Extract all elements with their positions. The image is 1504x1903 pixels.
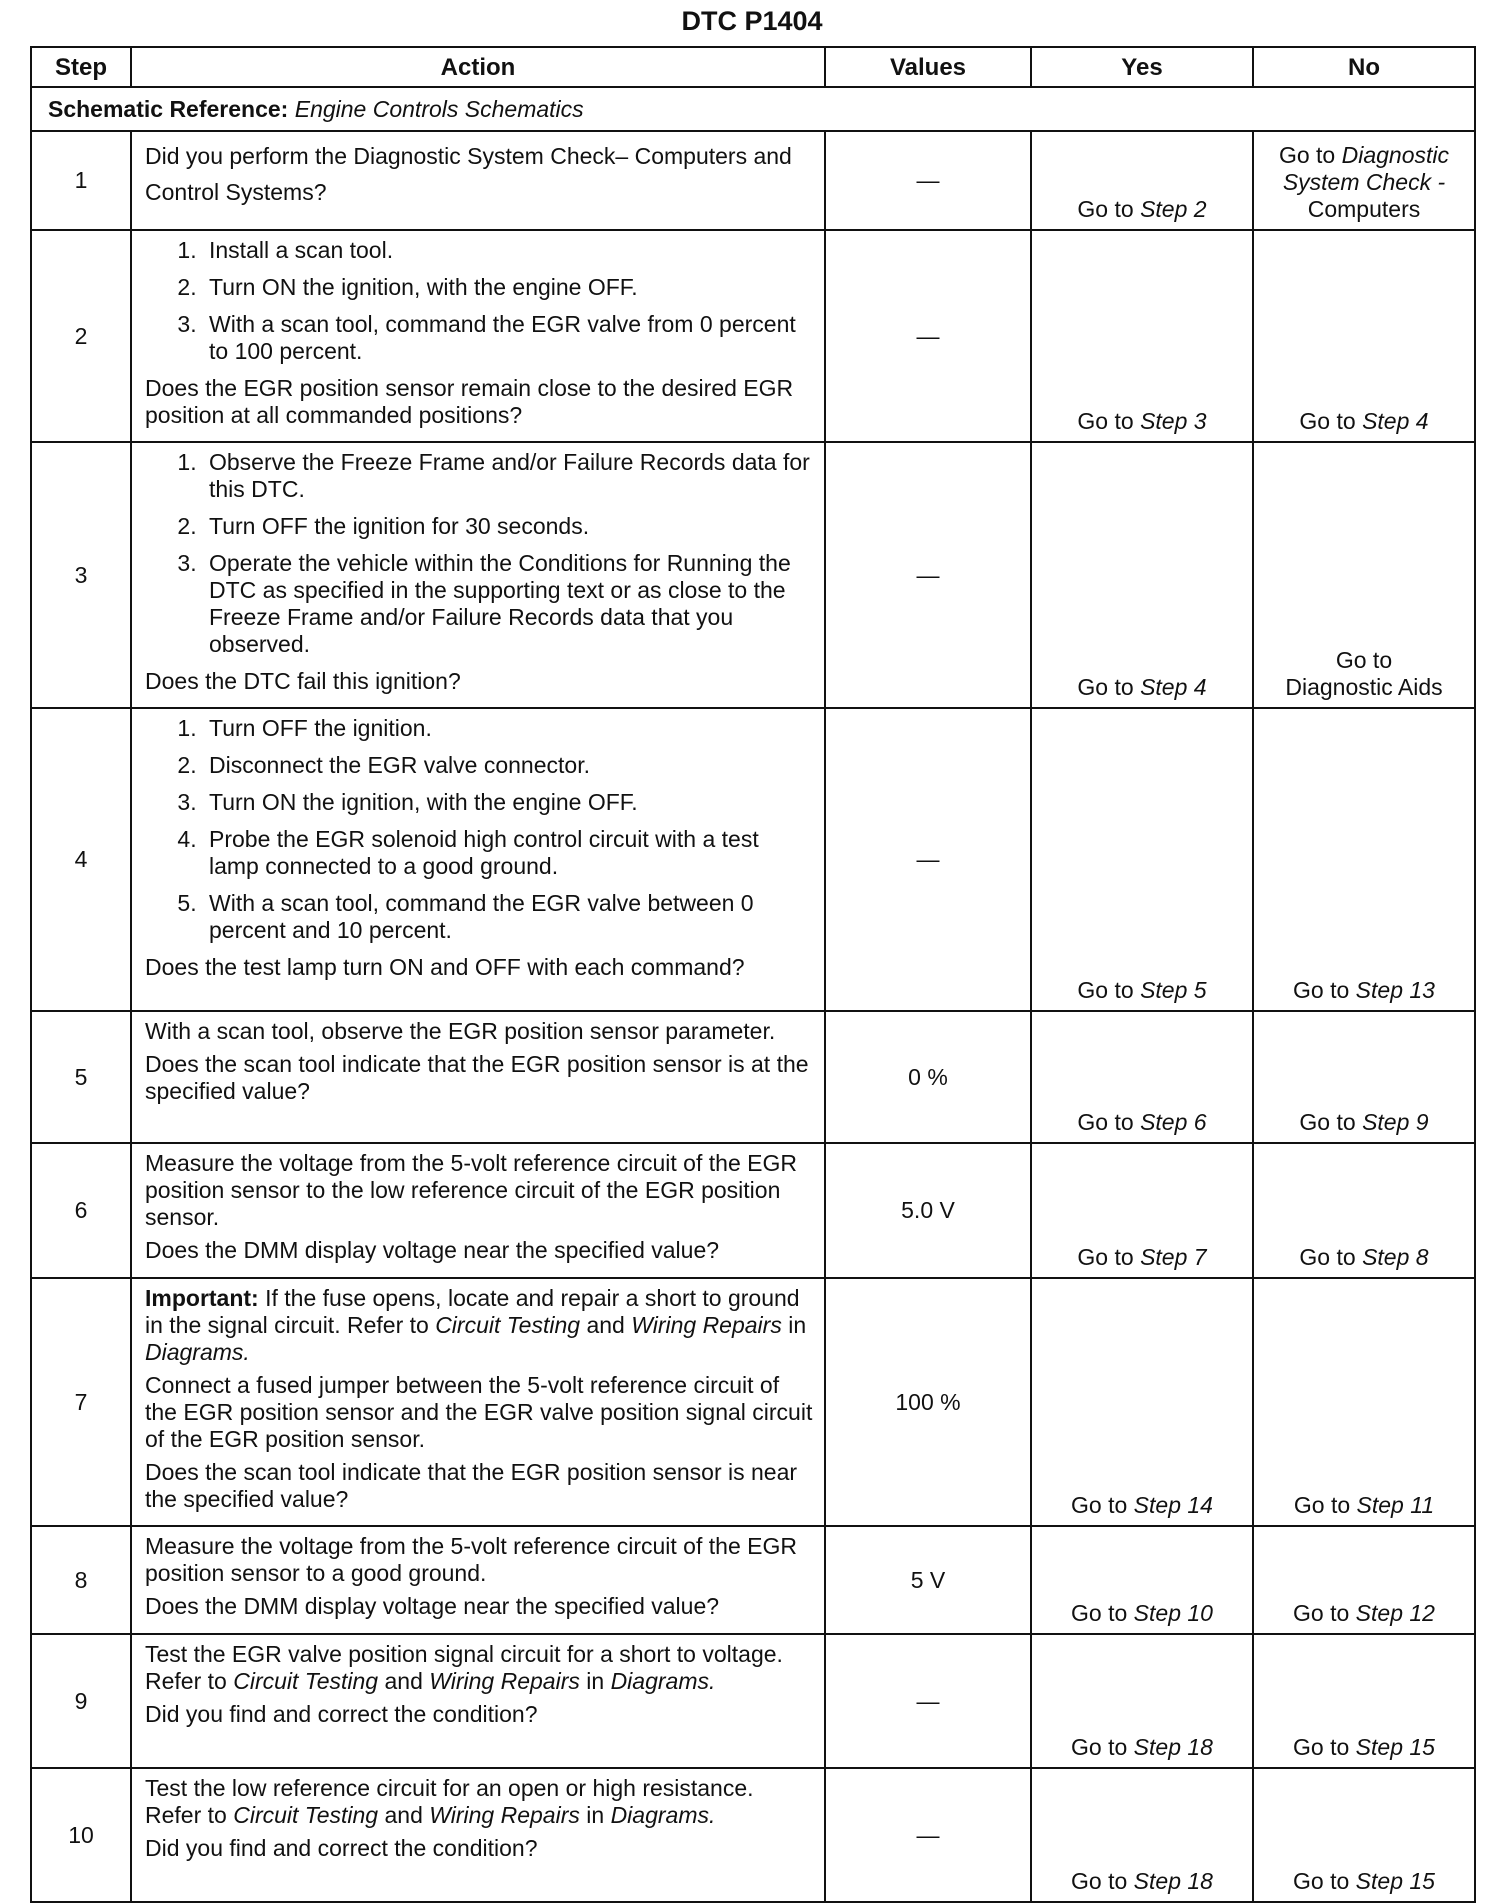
ref-link[interactable]: Circuit Testing <box>435 1312 581 1338</box>
action-item: 1. Observe the Freeze Frame and/or Failure Records data for this DTC. <box>203 449 814 503</box>
action-text: Measure the voltage from the 5-volt reference circuit of the EGR position sensor to a good ground. <box>145 1533 797 1586</box>
yes-cell: Go to Step 18 <box>1031 1768 1253 1902</box>
value-cell: — <box>825 1768 1031 1902</box>
diagnostic-table <box>30 46 1476 1903</box>
action-cell <box>131 1768 825 1902</box>
no-link[interactable]: Step 11 <box>1356 1492 1435 1518</box>
schematic-row <box>31 87 1475 131</box>
action-question: Does the DMM display voltage near the specified value? <box>145 1593 720 1619</box>
no-link[interactable]: Step 15 <box>1355 1868 1435 1894</box>
schematic-reference <box>31 87 1475 131</box>
no-link[interactable]: Step 9 <box>1362 1109 1429 1135</box>
ref-link[interactable]: Wiring Repairs <box>631 1312 782 1338</box>
header-step: Step <box>31 47 131 87</box>
action-item: 4. Probe the EGR solenoid high control circuit with a test lamp connected to a good ground. <box>203 826 814 880</box>
page-title: DTC P1404 <box>681 6 823 36</box>
yes-cell: Go to Step 18 <box>1031 1634 1253 1768</box>
action-cell <box>131 1011 825 1143</box>
ref-link[interactable]: Wiring Repairs <box>429 1668 580 1694</box>
table-row <box>31 131 1475 230</box>
yes-link[interactable]: Step 3 <box>1140 408 1207 434</box>
no-link[interactable]: Step 4 <box>1362 408 1429 434</box>
table-row <box>31 1768 1475 1902</box>
action-cell <box>131 708 825 1011</box>
step-number: 9 <box>31 1634 131 1768</box>
action-question: Does the EGR position sensor remain close to the desired EGR position at all commanded positions? <box>145 375 794 428</box>
action-question: Does the scan tool indicate that the EGR position sensor is at the specified value? <box>145 1051 809 1104</box>
no-cell: Go to Diagnostic Aids <box>1253 442 1475 708</box>
action-text: Test the low reference circuit for an open or high resistance. Refer to Circuit Testing and Wiring Repairs in Diagrams. <box>145 1775 754 1828</box>
no-link[interactable]: Step 8 <box>1362 1244 1429 1270</box>
yes-cell: Go to Step 5 <box>1031 708 1253 1011</box>
action-item: 2. Disconnect the EGR valve connector. <box>203 752 814 779</box>
step-number: 5 <box>31 1011 131 1143</box>
step-number: 7 <box>31 1278 131 1526</box>
header-values: Values <box>825 47 1031 87</box>
yes-link[interactable]: Step 4 <box>1140 674 1207 700</box>
step-number: 3 <box>31 442 131 708</box>
ref-link[interactable]: Circuit Testing <box>233 1802 379 1828</box>
no-link[interactable]: Step 13 <box>1355 977 1435 1003</box>
ref-link[interactable]: Diagrams. <box>610 1802 716 1828</box>
step-number: 1 <box>31 131 131 230</box>
no-link[interactable]: Diagnostic Aids <box>1285 674 1443 700</box>
schematic-link[interactable]: Engine Controls Schematics <box>294 95 584 122</box>
yes-link[interactable]: Step 7 <box>1140 1244 1207 1270</box>
action-item: 2. Turn OFF the ignition for 30 seconds. <box>203 513 814 540</box>
no-cell: Go to Step 11 <box>1253 1278 1475 1526</box>
action-item: 1. Install a scan tool. <box>203 237 814 264</box>
action-question: Does the DMM display voltage near the specified value? <box>145 1237 720 1263</box>
ref-link[interactable]: Wiring Repairs <box>429 1802 580 1828</box>
table-row <box>31 1526 1475 1634</box>
yes-link[interactable]: Step 6 <box>1140 1109 1207 1135</box>
table-row <box>31 1143 1475 1278</box>
action-question: Did you find and correct the condition? <box>145 1835 538 1861</box>
no-cell: Go to Step 15 <box>1253 1634 1475 1768</box>
action-item: 1. Turn OFF the ignition. <box>203 715 814 742</box>
ref-link[interactable]: Circuit Testing <box>233 1668 379 1694</box>
value-cell: — <box>825 708 1031 1011</box>
action-item: 5. With a scan tool, command the EGR valve between 0 percent and 10 percent. <box>203 890 814 944</box>
table-row <box>31 230 1475 442</box>
table-row <box>31 1634 1475 1768</box>
yes-cell: Go to Step 3 <box>1031 230 1253 442</box>
header-row <box>31 47 1475 87</box>
value-cell: 5.0 V <box>825 1143 1031 1278</box>
important-note: Important: If the fuse opens, locate and repair a short to ground in the signal circuit. Refer to Circuit Testing and Wiring Repairs in Diagrams. <box>145 1285 807 1365</box>
action-text: With a scan tool, observe the EGR position sensor parameter. <box>145 1018 776 1044</box>
action-question: Did you find and correct the condition? <box>145 1701 538 1727</box>
value-cell: — <box>825 442 1031 708</box>
header-no: No <box>1253 47 1475 87</box>
action-cell <box>131 230 825 442</box>
action-list <box>145 237 814 365</box>
no-cell: Go to Step 12 <box>1253 1526 1475 1634</box>
table-row <box>31 708 1475 1011</box>
value-cell: 5 V <box>825 1526 1031 1634</box>
yes-cell: Go to Step 10 <box>1031 1526 1253 1634</box>
action-item: 3. Turn ON the ignition, with the engine OFF. <box>203 789 814 816</box>
action-list <box>145 449 814 658</box>
yes-cell: Go to Step 6 <box>1031 1011 1253 1143</box>
yes-link[interactable]: Step 18 <box>1133 1734 1213 1760</box>
action-cell <box>131 442 825 708</box>
action-cell <box>131 1634 825 1768</box>
yes-link[interactable]: Step 14 <box>1133 1492 1213 1518</box>
action-cell <box>131 1143 825 1278</box>
action-list <box>145 715 814 944</box>
no-cell: Go to Step 9 <box>1253 1011 1475 1143</box>
no-link[interactable]: Step 15 <box>1355 1734 1435 1760</box>
value-cell: 100 % <box>825 1278 1031 1526</box>
no-link[interactable]: Step 12 <box>1355 1600 1435 1626</box>
action-text: Connect a fused jumper between the 5-volt reference circuit of the EGR position sensor and the EGR valve position signal circuit of the EGR position sensor. <box>145 1372 813 1452</box>
yes-link[interactable]: Step 2 <box>1140 196 1207 222</box>
action-cell <box>131 1278 825 1526</box>
table-row <box>31 442 1475 708</box>
yes-cell: Go to Step 7 <box>1031 1143 1253 1278</box>
action-cell <box>131 1526 825 1634</box>
table-row <box>31 1278 1475 1526</box>
action-question: Does the test lamp turn ON and OFF with each command? <box>145 954 745 980</box>
value-cell: — <box>825 1634 1031 1768</box>
no-cell: Go to Step 15 <box>1253 1768 1475 1902</box>
table-row <box>31 1011 1475 1143</box>
yes-link[interactable]: Step 18 <box>1133 1868 1213 1894</box>
step-number: 10 <box>31 1768 131 1902</box>
value-cell: 0 % <box>825 1011 1031 1143</box>
step-number: 2 <box>31 230 131 442</box>
no-cell: Go to Step 13 <box>1253 708 1475 1011</box>
ref-link[interactable]: Diagrams. <box>145 1339 250 1365</box>
header-yes: Yes <box>1031 47 1253 87</box>
yes-cell: Go to Step 14 <box>1031 1278 1253 1526</box>
action-item: 3. Operate the vehicle within the Conditions for Running the DTC as specified in the supporting text or as close to the Freeze Frame and/or Failure Records data that you observed. <box>203 550 814 658</box>
action-text: Did you perform the Diagnostic System Check– Computers and Control Systems? <box>145 143 792 205</box>
step-number: 4 <box>31 708 131 1011</box>
action-text: Measure the voltage from the 5-volt reference circuit of the EGR position sensor to the low reference circuit of the EGR position sensor. <box>145 1150 797 1230</box>
action-item: 3. With a scan tool, command the EGR valve from 0 percent to 100 percent. <box>203 311 814 365</box>
header-action: Action <box>131 47 825 87</box>
yes-link[interactable]: Step 5 <box>1140 977 1207 1003</box>
value-cell: — <box>825 230 1031 442</box>
action-question: Does the scan tool indicate that the EGR position sensor is near the specified value? <box>145 1459 798 1512</box>
yes-cell: Go to Step 2 <box>1031 131 1253 230</box>
step-number: 8 <box>31 1526 131 1634</box>
action-item: 2. Turn ON the ignition, with the engine OFF. <box>203 274 814 301</box>
no-cell: Go to Step 8 <box>1253 1143 1475 1278</box>
no-link[interactable]: Diagnostic System Check - <box>1282 142 1450 195</box>
step-number: 6 <box>31 1143 131 1278</box>
action-text: Test the EGR valve position signal circuit for a short to voltage. Refer to Circuit Testing and Wiring Repairs in Diagrams. <box>145 1641 783 1694</box>
ref-link[interactable]: Diagrams. <box>610 1668 716 1694</box>
yes-cell: Go to Step 4 <box>1031 442 1253 708</box>
yes-link[interactable]: Step 10 <box>1133 1600 1213 1626</box>
value-cell: — <box>825 131 1031 230</box>
schematic-label: Schematic Reference: <box>48 95 289 122</box>
no-cell: Go to Step 4 <box>1253 230 1475 442</box>
no-cell: Go to Diagnostic System Check - Computers <box>1253 131 1475 230</box>
action-cell <box>131 131 825 230</box>
action-question: Does the DTC fail this ignition? <box>145 668 461 694</box>
